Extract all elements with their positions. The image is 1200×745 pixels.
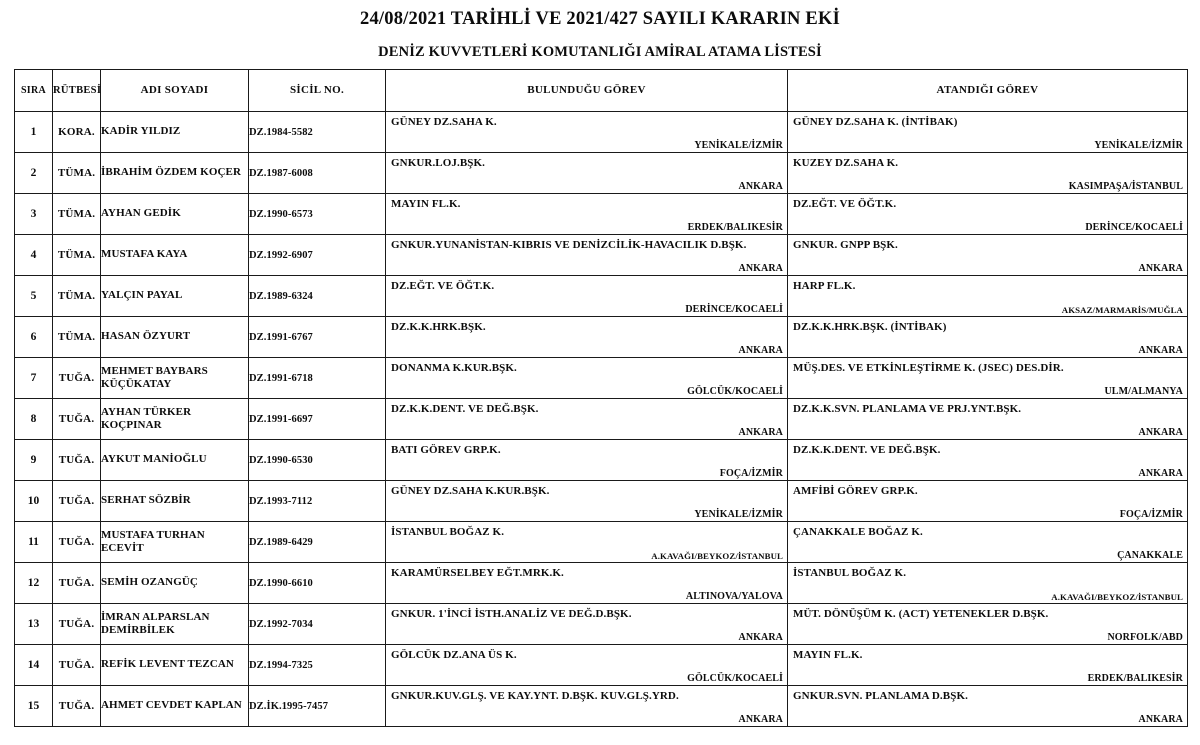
duty-cell-inner bbox=[788, 276, 1187, 316]
duty-cell-inner bbox=[788, 481, 1187, 521]
cell-atandigi-gorev bbox=[788, 686, 1188, 727]
cell-rutbe: TUĞA. bbox=[53, 399, 101, 440]
duty-location: ÇANAKKALE bbox=[1117, 550, 1183, 561]
duty-cell-inner bbox=[788, 522, 1187, 562]
cell-adi-soyadi: MUSTAFA TURHAN ECEVİT bbox=[101, 522, 249, 563]
cell-atandigi-gorev bbox=[788, 235, 1188, 276]
duty-location: FOÇA/İZMİR bbox=[719, 468, 783, 479]
cell-atandigi-gorev bbox=[788, 604, 1188, 645]
duty-title: İSTANBUL BOĞAZ K. bbox=[793, 567, 907, 579]
cell-bulundugu-gorev bbox=[386, 317, 788, 358]
table-row bbox=[15, 112, 1188, 153]
duty-cell-inner bbox=[386, 399, 787, 439]
cell-atandigi-gorev bbox=[788, 194, 1188, 235]
table-row bbox=[15, 194, 1188, 235]
cell-sicil-no: DZ.1991-6718 bbox=[249, 358, 386, 399]
cell-sicil-no: DZ.1992-6907 bbox=[249, 235, 386, 276]
cell-sicil-no: DZ.1989-6429 bbox=[249, 522, 386, 563]
duty-location: ANKARA bbox=[1138, 427, 1183, 438]
cell-atandigi-gorev bbox=[788, 481, 1188, 522]
duty-location: A.KAVAĞI/BEYKOZ/İSTANBUL bbox=[1051, 592, 1183, 602]
duty-cell-inner bbox=[386, 358, 787, 398]
duty-location: ANKARA bbox=[1138, 468, 1183, 479]
cell-rutbe: TUĞA. bbox=[53, 645, 101, 686]
cell-atandigi-gorev bbox=[788, 645, 1188, 686]
duty-title: DZ.K.K.HRK.BŞK. (İNTİBAK) bbox=[793, 321, 947, 333]
duty-title: KUZEY DZ.SAHA K. bbox=[793, 157, 899, 169]
duty-location: ANKARA bbox=[738, 263, 783, 274]
appointment-table bbox=[14, 69, 1188, 727]
duty-location: GÖLCÜK/KOCAELİ bbox=[687, 386, 783, 397]
duty-cell-inner bbox=[788, 358, 1187, 398]
duty-cell-inner bbox=[386, 686, 787, 726]
cell-rutbe: TUĞA. bbox=[53, 358, 101, 399]
cell-adi-soyadi: KADİR YILDIZ bbox=[101, 112, 249, 153]
cell-rutbe: TUĞA. bbox=[53, 481, 101, 522]
duty-location: YENİKALE/İZMİR bbox=[694, 509, 783, 520]
cell-atandigi-gorev bbox=[788, 276, 1188, 317]
duty-cell-inner bbox=[788, 604, 1187, 644]
duty-cell-inner bbox=[788, 194, 1187, 234]
duty-location: NORFOLK/ABD bbox=[1107, 632, 1183, 643]
column-header-sicil-no: SİCİL NO. bbox=[249, 70, 386, 112]
duty-location: ERDEK/BALIKESİR bbox=[1087, 673, 1183, 684]
document-title: 24/08/2021 TARİHLİ VE 2021/427 SAYILI KARARIN EKİ bbox=[360, 9, 840, 29]
duty-title: MÜŞ.DES. VE ETKİNLEŞTİRME K. (JSEC) DES.DİR. bbox=[793, 362, 1064, 374]
cell-rutbe: KORA. bbox=[53, 112, 101, 153]
table-row bbox=[15, 440, 1188, 481]
cell-adi-soyadi: İMRAN ALPARSLAN DEMİRBİLEK bbox=[101, 604, 249, 645]
duty-location: ALTINOVA/YALOVA bbox=[685, 591, 783, 602]
duty-title: DZ.K.K.DENT. VE DEĞ.BŞK. bbox=[793, 444, 941, 456]
duty-cell-inner bbox=[788, 399, 1187, 439]
duty-location: ANKARA bbox=[738, 632, 783, 643]
duty-title: GÜNEY DZ.SAHA K. bbox=[391, 116, 497, 128]
duty-cell-inner bbox=[788, 153, 1187, 193]
cell-bulundugu-gorev bbox=[386, 112, 788, 153]
duty-title: GNKUR. GNPP BŞK. bbox=[793, 239, 898, 251]
duty-title: MÜT. DÖNÜŞÜM K. (ACT) YETENEKLER D.BŞK. bbox=[793, 608, 1049, 620]
duty-location: FOÇA/İZMİR bbox=[1119, 509, 1183, 520]
cell-sira-no: 13 bbox=[15, 604, 53, 645]
duty-location: AKSAZ/MARMARİS/MUĞLA bbox=[1061, 305, 1183, 315]
cell-adi-soyadi: HASAN ÖZYURT bbox=[101, 317, 249, 358]
duty-location: KASIMPAŞA/İSTANBUL bbox=[1068, 181, 1183, 192]
duty-title: İSTANBUL BOĞAZ K. bbox=[391, 526, 505, 538]
cell-atandigi-gorev bbox=[788, 317, 1188, 358]
cell-sicil-no: DZ.1991-6697 bbox=[249, 399, 386, 440]
table-row bbox=[15, 563, 1188, 604]
title-block bbox=[0, 0, 1200, 61]
table-row bbox=[15, 645, 1188, 686]
duty-location: ANKARA bbox=[738, 345, 783, 356]
duty-cell-inner bbox=[386, 317, 787, 357]
duty-cell-inner bbox=[386, 440, 787, 480]
cell-rutbe: TÜMA. bbox=[53, 235, 101, 276]
cell-sira-no: 14 bbox=[15, 645, 53, 686]
cell-atandigi-gorev bbox=[788, 112, 1188, 153]
table-row bbox=[15, 522, 1188, 563]
duty-location: ANKARA bbox=[1138, 263, 1183, 274]
cell-sicil-no: DZ.1992-7034 bbox=[249, 604, 386, 645]
table-row bbox=[15, 235, 1188, 276]
duty-title: DZ.EĞT. VE ÖĞT.K. bbox=[391, 280, 495, 292]
cell-adi-soyadi: AYHAN TÜRKER KOÇPINAR bbox=[101, 399, 249, 440]
duty-location: GÖLCÜK/KOCAELİ bbox=[687, 673, 783, 684]
cell-sira-no: 12 bbox=[15, 563, 53, 604]
duty-cell-inner bbox=[788, 563, 1187, 603]
cell-adi-soyadi: REFİK LEVENT TEZCAN bbox=[101, 645, 249, 686]
duty-title: DZ.EĞT. VE ÖĞT.K. bbox=[793, 198, 897, 210]
duty-title: GÖLCÜK DZ.ANA ÜS K. bbox=[391, 649, 517, 661]
duty-cell-inner bbox=[386, 235, 787, 275]
appointment-table-container bbox=[14, 69, 1187, 727]
duty-title: GNKUR.KUV.GLŞ. VE KAY.YNT. D.BŞK. KUV.GLŞ.YRD. bbox=[391, 690, 679, 702]
duty-cell-inner bbox=[386, 112, 787, 152]
duty-cell-inner bbox=[788, 440, 1187, 480]
cell-adi-soyadi: YALÇIN PAYAL bbox=[101, 276, 249, 317]
duty-cell-inner bbox=[788, 112, 1187, 152]
duty-title: GNKUR.LOJ.BŞK. bbox=[391, 157, 485, 169]
cell-sicil-no: DZ.1984-5582 bbox=[249, 112, 386, 153]
cell-atandigi-gorev bbox=[788, 440, 1188, 481]
cell-sira-no: 8 bbox=[15, 399, 53, 440]
duty-title: GNKUR.SVN. PLANLAMA D.BŞK. bbox=[793, 690, 968, 702]
duty-location: ANKARA bbox=[738, 714, 783, 725]
duty-cell-inner bbox=[386, 194, 787, 234]
duty-cell-inner bbox=[788, 686, 1187, 726]
duty-title: DZ.K.K.HRK.BŞK. bbox=[391, 321, 486, 333]
document-subtitle: DENİZ KUVVETLERİ KOMUTANLIĞI AMİRAL ATAMA LİSTESİ bbox=[378, 44, 822, 61]
cell-sira-no: 7 bbox=[15, 358, 53, 399]
duty-location: ANKARA bbox=[738, 181, 783, 192]
cell-atandigi-gorev bbox=[788, 522, 1188, 563]
cell-adi-soyadi: MEHMET BAYBARS KÜÇÜKATAY bbox=[101, 358, 249, 399]
table-row bbox=[15, 317, 1188, 358]
duty-cell-inner bbox=[386, 604, 787, 644]
duty-cell-inner bbox=[386, 276, 787, 316]
cell-sicil-no: DZ.1987-6008 bbox=[249, 153, 386, 194]
duty-location: ANKARA bbox=[738, 427, 783, 438]
duty-cell-inner bbox=[386, 645, 787, 685]
cell-atandigi-gorev bbox=[788, 358, 1188, 399]
cell-rutbe: TÜMA. bbox=[53, 317, 101, 358]
duty-title: ÇANAKKALE BOĞAZ K. bbox=[793, 526, 923, 538]
duty-title: DZ.K.K.SVN. PLANLAMA VE PRJ.YNT.BŞK. bbox=[793, 403, 1022, 415]
cell-sira-no: 11 bbox=[15, 522, 53, 563]
cell-rutbe: TÜMA. bbox=[53, 276, 101, 317]
cell-bulundugu-gorev bbox=[386, 481, 788, 522]
cell-sira-no: 9 bbox=[15, 440, 53, 481]
cell-sicil-no: DZ.1990-6610 bbox=[249, 563, 386, 604]
duty-cell-inner bbox=[386, 522, 787, 562]
cell-rutbe: TUĞA. bbox=[53, 686, 101, 727]
column-header-atandigi-gorev: ATANDIĞI GÖREV bbox=[788, 70, 1188, 112]
cell-atandigi-gorev bbox=[788, 563, 1188, 604]
cell-sicil-no: DZ.1993-7112 bbox=[249, 481, 386, 522]
column-header-adi-soyadi: ADI SOYADI bbox=[101, 70, 249, 112]
cell-sicil-no: DZ.1989-6324 bbox=[249, 276, 386, 317]
cell-adi-soyadi: MUSTAFA KAYA bbox=[101, 235, 249, 276]
duty-location: YENİKALE/İZMİR bbox=[694, 140, 783, 151]
cell-adi-soyadi: SERHAT SÖZBİR bbox=[101, 481, 249, 522]
duty-title: HARP FL.K. bbox=[793, 280, 856, 292]
cell-rutbe: TUĞA. bbox=[53, 604, 101, 645]
cell-bulundugu-gorev bbox=[386, 194, 788, 235]
column-header-bulundugu-gorev: BULUNDUĞU GÖREV bbox=[386, 70, 788, 112]
duty-title: GÜNEY DZ.SAHA K. (İNTİBAK) bbox=[793, 116, 958, 128]
cell-sira-no: 6 bbox=[15, 317, 53, 358]
duty-title: DZ.K.K.DENT. VE DEĞ.BŞK. bbox=[391, 403, 539, 415]
table-header-row bbox=[15, 70, 1188, 112]
cell-bulundugu-gorev bbox=[386, 604, 788, 645]
table-row bbox=[15, 481, 1188, 522]
duty-location: ANKARA bbox=[1138, 714, 1183, 725]
cell-sira-no: 1 bbox=[15, 112, 53, 153]
cell-bulundugu-gorev bbox=[386, 358, 788, 399]
cell-rutbe: TUĞA. bbox=[53, 522, 101, 563]
duty-cell-inner bbox=[788, 645, 1187, 685]
duty-location: DERİNCE/KOCAELİ bbox=[1085, 222, 1183, 233]
table-row bbox=[15, 604, 1188, 645]
cell-sicil-no: DZ.1990-6573 bbox=[249, 194, 386, 235]
table-row bbox=[15, 686, 1188, 727]
duty-title: GÜNEY DZ.SAHA K.KUR.BŞK. bbox=[391, 485, 550, 497]
cell-atandigi-gorev bbox=[788, 153, 1188, 194]
cell-bulundugu-gorev bbox=[386, 153, 788, 194]
cell-bulundugu-gorev bbox=[386, 276, 788, 317]
cell-adi-soyadi: AYKUT MANİOĞLU bbox=[101, 440, 249, 481]
cell-sicil-no: DZ.1994-7325 bbox=[249, 645, 386, 686]
duty-location: DERİNCE/KOCAELİ bbox=[685, 304, 783, 315]
duty-title: GNKUR.YUNANİSTAN-KIBRIS VE DENİZCİLİK-HAVACILIK D.BŞK. bbox=[391, 239, 747, 251]
column-header-sira: SIRA bbox=[15, 70, 53, 112]
cell-atandigi-gorev bbox=[788, 399, 1188, 440]
duty-title: DONANMA K.KUR.BŞK. bbox=[391, 362, 517, 374]
duty-title: BATI GÖREV GRP.K. bbox=[391, 444, 501, 456]
cell-bulundugu-gorev bbox=[386, 440, 788, 481]
duty-location: ERDEK/BALIKESİR bbox=[687, 222, 783, 233]
cell-bulundugu-gorev bbox=[386, 522, 788, 563]
cell-adi-soyadi: SEMİH OZANGÜÇ bbox=[101, 563, 249, 604]
table-header bbox=[15, 70, 1188, 112]
duty-location: YENİKALE/İZMİR bbox=[1094, 140, 1183, 151]
duty-cell-inner bbox=[788, 235, 1187, 275]
cell-bulundugu-gorev bbox=[386, 645, 788, 686]
duty-location: ULM/ALMANYA bbox=[1104, 386, 1183, 397]
cell-adi-soyadi: AYHAN GEDİK bbox=[101, 194, 249, 235]
duty-title: MAYIN FL.K. bbox=[793, 649, 863, 661]
duty-title: GNKUR. 1'İNCİ İSTH.ANALİZ VE DEĞ.D.BŞK. bbox=[391, 608, 632, 620]
duty-cell-inner bbox=[386, 153, 787, 193]
table-row bbox=[15, 399, 1188, 440]
cell-bulundugu-gorev bbox=[386, 235, 788, 276]
cell-sicil-no: DZ.1991-6767 bbox=[249, 317, 386, 358]
cell-rutbe: TÜMA. bbox=[53, 153, 101, 194]
table-row bbox=[15, 276, 1188, 317]
duty-location: A.KAVAĞI/BEYKOZ/İSTANBUL bbox=[651, 551, 783, 561]
cell-sira-no: 2 bbox=[15, 153, 53, 194]
duty-title: MAYIN FL.K. bbox=[391, 198, 461, 210]
cell-sira-no: 3 bbox=[15, 194, 53, 235]
table-body bbox=[15, 112, 1188, 727]
cell-sira-no: 15 bbox=[15, 686, 53, 727]
column-header-rutbesi: RÜTBESİ bbox=[53, 70, 101, 112]
duty-title: AMFİBİ GÖREV GRP.K. bbox=[793, 485, 918, 497]
cell-sira-no: 10 bbox=[15, 481, 53, 522]
cell-sira-no: 4 bbox=[15, 235, 53, 276]
duty-title: KARAMÜRSELBEY EĞT.MRK.K. bbox=[391, 567, 564, 579]
cell-rutbe: TUĞA. bbox=[53, 440, 101, 481]
cell-rutbe: TUĞA. bbox=[53, 563, 101, 604]
cell-sicil-no: DZ.İK.1995-7457 bbox=[249, 686, 386, 727]
table-row bbox=[15, 358, 1188, 399]
table-row bbox=[15, 153, 1188, 194]
duty-location: ANKARA bbox=[1138, 345, 1183, 356]
cell-sira-no: 5 bbox=[15, 276, 53, 317]
duty-cell-inner bbox=[386, 481, 787, 521]
cell-bulundugu-gorev bbox=[386, 399, 788, 440]
cell-adi-soyadi: İBRAHİM ÖZDEM KOÇER bbox=[101, 153, 249, 194]
duty-cell-inner bbox=[386, 563, 787, 603]
cell-rutbe: TÜMA. bbox=[53, 194, 101, 235]
cell-bulundugu-gorev bbox=[386, 686, 788, 727]
cell-sicil-no: DZ.1990-6530 bbox=[249, 440, 386, 481]
cell-adi-soyadi: AHMET CEVDET KAPLAN bbox=[101, 686, 249, 727]
cell-bulundugu-gorev bbox=[386, 563, 788, 604]
duty-cell-inner bbox=[788, 317, 1187, 357]
